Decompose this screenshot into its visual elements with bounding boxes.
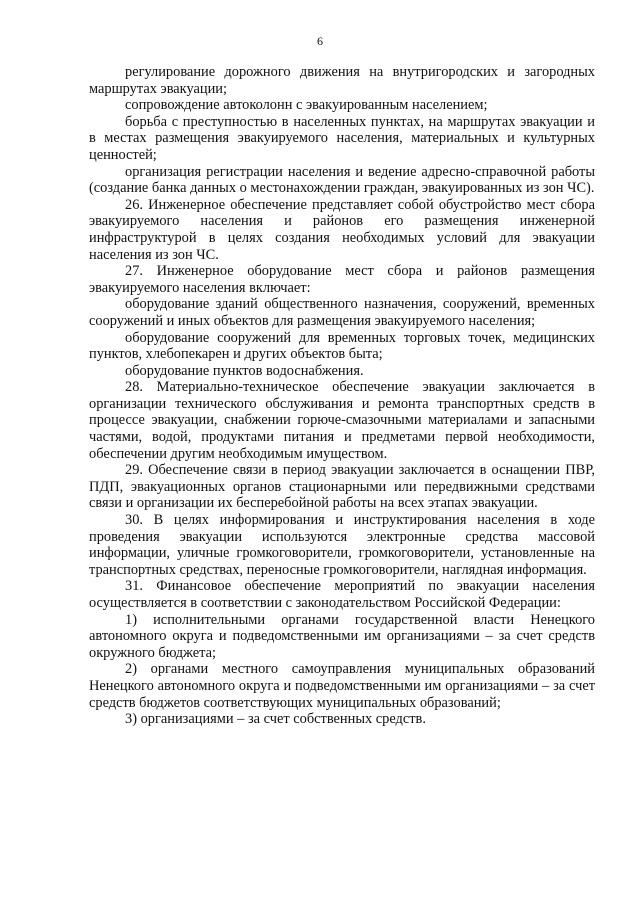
paragraph-financing-item-1: 1) исполнительными органами государственной власти Ненецкого автономного округа и подведомственными им организациями – за счет средств окружного бюджета;	[89, 611, 595, 661]
paragraph-trade-points: оборудование сооружений для временных торговых точек, медицинских пунктов, хлебопекарен и других объектов быта;	[89, 329, 595, 363]
paragraph-convoy-escort: сопровождение автоколонн с эвакуированным населением;	[125, 97, 488, 114]
paragraph-29-communications: 29. Обеспечение связи в период эвакуации заключается в оснащении ПВР, ПДП, эвакуационных органов стационарными или передвижными средствами связи и организации их бесперебойной работы на всех этапах эвакуации.	[89, 462, 595, 512]
paragraph-31-financing: 31. Финансовое обеспечение мероприятий по эвакуации населения осуществляется в соответствии с законодательством Российской Федерации:	[89, 578, 595, 611]
paragraph-traffic-regulation: регулирование дорожного движения на внутригородских и загородных маршрутах эвакуации;	[89, 64, 595, 97]
paragraph-financing-item-3: 3) организациями – за счет собственных средств.	[125, 711, 426, 728]
paragraph-registration: организация регистрации населения и ведение адресно-справочной работы (создание банка данных о местонахождении граждан, эвакуированных из зон ЧС).	[89, 163, 595, 197]
paragraph-financing-item-2: 2) органами местного самоуправления муниципальных образований Ненецкого автономного округа и подведомственными им организациями – за счет средств бюджетов соответствующих муниципальных образований;	[89, 661, 595, 711]
paragraph-crime-prevention: борьба с преступностью в населенных пунктах, на маршрутах эвакуации и в местах размещения эвакуируемого населения, материальных и культурных ценностей;	[89, 113, 595, 163]
paragraph-water-supply: оборудование пунктов водоснабжения.	[125, 362, 364, 379]
document-body	[89, 64, 595, 728]
paragraph-26-engineering-support: 26. Инженерное обеспечение представляет собой обустройство мест сбора эвакуируемого населения и районов его размещения инженерной инфраструктурой в целях создания необходимых условий для эвакуации населения из зон ЧС.	[89, 196, 595, 263]
paragraph-public-buildings: оборудование зданий общественного назначения, сооружений, временных сооружений и иных объектов для размещения эвакуируемого населения;	[89, 296, 595, 329]
paragraph-30-informing: 30. В целях информирования и инструктирования населения в ходе проведения эвакуации используются электронные средства массовой информации, уличные громкоговорители, громкоговорители, установленные на транспортных средствах, переносные громкоговорители, наглядная информация.	[89, 512, 595, 578]
page-number: 6	[317, 34, 323, 48]
paragraph-27-engineering-equipment: 27. Инженерное оборудование мест сбора и районов размещения эвакуируемого населения включает:	[89, 263, 595, 296]
paragraph-28-logistics: 28. Материально-техническое обеспечение эвакуации заключается в организации технического обслуживания и ремонта транспортных средств в процессе эвакуации, снабжении горюче-смазочными материалами и запасными частями, водой, продуктами питания и предметами первой необходимости, обеспечении другим необходимым имуществом.	[89, 379, 595, 462]
